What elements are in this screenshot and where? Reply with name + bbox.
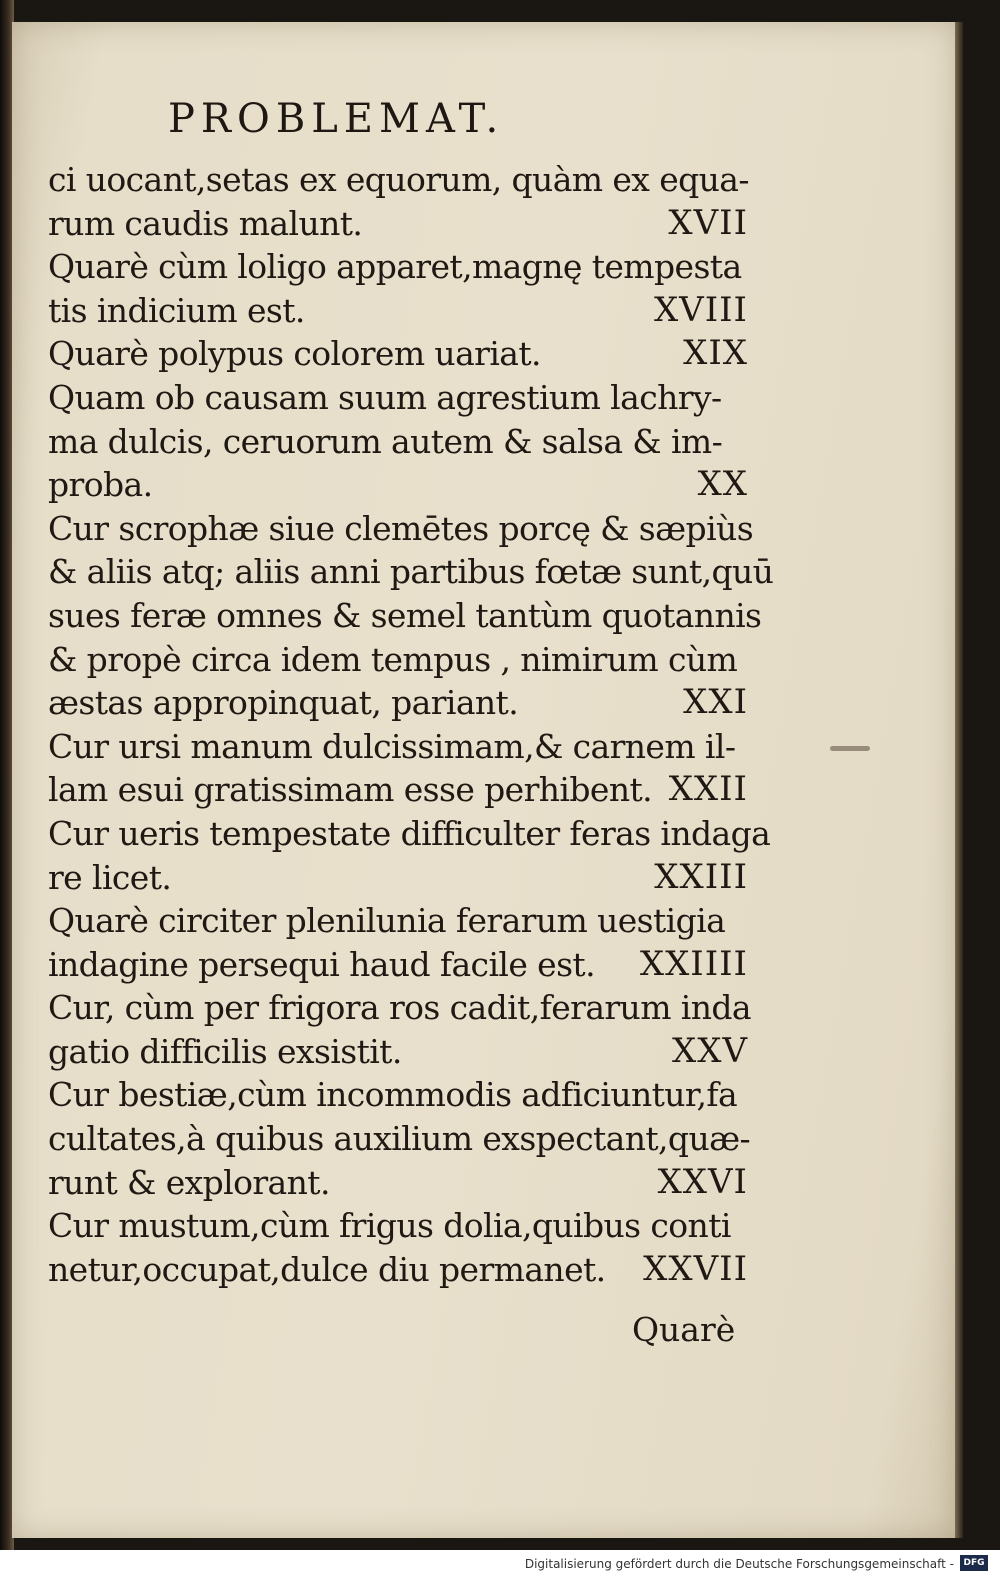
line-text: netur,occupat,dulce diu permanet. [48,1249,606,1289]
line-text: & propè circa idem tempus , nimirum cùm [48,639,738,679]
problem-number: XIX [683,333,748,374]
text-line [48,289,748,333]
problem-number: XXVI [657,1161,748,1202]
text-line [48,768,748,812]
line-text: indagine persequi haud facile est. [48,944,595,984]
line-text: Cur bestiæ,cùm incommodis adficiuntur,fa [48,1075,738,1115]
line-text: cultates,à quibus auxilium exspectant,quæ- [48,1119,751,1159]
text-line [48,550,774,594]
text-line [48,202,748,246]
footer-credit: Digitalisierung gefördert durch die Deutsche Forschungsgemeinschaft - [524,1557,954,1571]
line-text: & aliis atq; aliis anni partibus fœtæ sunt,quū [48,552,774,592]
line-text: sues feræ omnes & semel tantùm quotannis [48,595,762,635]
line-text: Cur mustum,cùm frigus dolia,quibus conti [48,1206,731,1246]
text-line [48,856,748,900]
text-line [48,1030,748,1074]
text-line [48,681,748,725]
text-line [48,332,748,376]
problem-number: XVII [668,202,748,243]
problem-number: XVIII [653,289,748,330]
text-line [48,943,748,987]
line-text: rum caudis malunt. [48,203,363,243]
text-line [48,725,748,769]
catchword: Quarè [632,1310,736,1349]
line-text: Quarè polypus colorem uariat. [48,334,541,374]
line-text: Cur, cùm per frigora ros cadit,ferarum inda [48,988,752,1028]
text-line [48,420,748,464]
text-line [48,158,748,202]
problem-number: XXIIII [639,943,748,984]
problem-number: XXII [668,769,748,810]
text-line [48,245,748,289]
text-line [48,507,754,551]
text-line [48,1204,748,1248]
text-line [48,986,752,1030]
line-text: Cur ursi manum dulcissimam,& carnem il- [48,726,736,766]
text-line [48,1117,751,1161]
text-line [48,1248,748,1292]
line-text: runt & explorant. [48,1162,330,1202]
line-text: ma dulcis, ceruorum autem & salsa & im- [48,421,723,461]
line-text: Cur ueris tempestate difficulter feras indaga [48,813,771,853]
line-text: re licet. [48,857,172,897]
problem-number: XXIII [654,856,748,897]
problem-number: XXI [683,682,748,723]
text-line [48,1073,748,1117]
text-line [48,638,748,682]
text-line [48,594,762,638]
running-head: PROBLEMAT. [168,96,505,142]
text-block [48,158,774,1291]
problem-number: XXVII [643,1248,748,1289]
line-text: gatio difficilis exsistit. [48,1031,402,1071]
text-line [48,463,748,507]
problem-number: XX [697,464,748,505]
line-text: Quam ob causam suum agrestium lachry- [48,377,722,417]
dfg-logo-icon: DFG [960,1555,988,1571]
text-line [48,376,748,420]
text-line [48,899,748,943]
line-text: Cur scrophæ siue clemētes porcę & sæpiùs [48,508,754,548]
line-text: æstas appropinquat, pariant. [48,683,519,723]
line-text: Quarè cùm loligo apparet,magnę tempesta [48,247,742,287]
line-text: lam esui gratissimam esse perhibent. [48,770,653,810]
problem-number: XXV [672,1030,748,1071]
line-text: ci uocant,setas ex equorum, quàm ex equa- [48,160,749,199]
ink-blemish [830,746,870,751]
text-line [48,1161,748,1205]
text-line [48,812,771,856]
line-text: tis indicium est. [48,290,305,330]
line-text: proba. [48,465,153,505]
line-text: Quarè circiter plenilunia ferarum uestigia [48,901,726,941]
page-edge-shadow [955,22,963,1538]
